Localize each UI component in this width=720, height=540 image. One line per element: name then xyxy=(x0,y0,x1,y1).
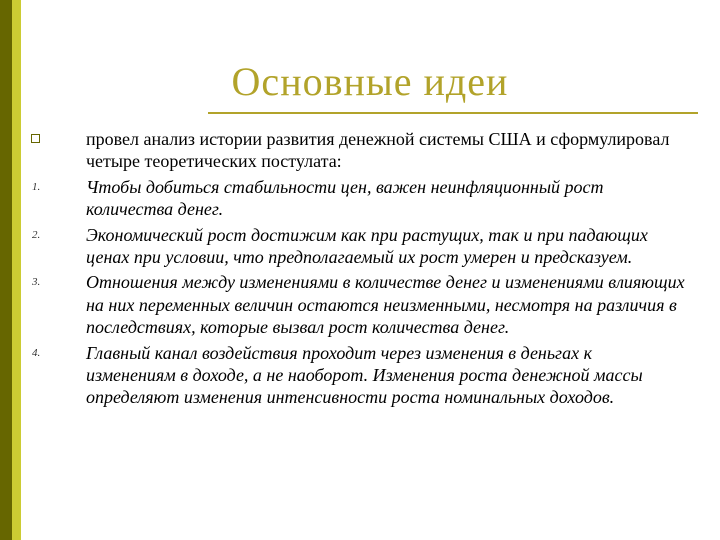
list-item xyxy=(32,224,686,269)
title-underline xyxy=(208,112,698,114)
item-number: 3. xyxy=(32,276,41,289)
item-text: Главный канал воздействия проходит через изменения в деньгах к изменениям в доходе, а не наоборот. Изменения роста денежной массы определяют изменения интенсивности роста номинальных доходов. xyxy=(86,342,643,408)
item-number: 1. xyxy=(32,180,41,193)
item-number: 4. xyxy=(32,346,41,359)
slide-title: Основные идеи xyxy=(231,59,509,104)
side-bar-dark xyxy=(0,0,12,540)
item-number: 2. xyxy=(32,228,41,241)
item-text: Отношения между изменениями в количестве денег и изменениями влияющих на них переменных величин остаются неизменными, несмотря на различия в последствиях, которые вызвал рост количества денег. xyxy=(86,272,685,338)
side-bar-light xyxy=(12,0,21,540)
item-text: Чтобы добиться стабильности цен, важен неинфляционный рост количества денег. xyxy=(86,176,604,220)
list-item xyxy=(32,271,686,338)
list-item xyxy=(32,176,686,221)
list-item xyxy=(32,342,686,409)
intro-text: провел анализ истории развития денежной системы США и сформулировал четыре теоретических постулата: xyxy=(86,129,670,172)
square-bullet-icon xyxy=(31,134,40,143)
intro-item xyxy=(86,128,686,173)
slide-content xyxy=(32,128,686,412)
item-text: Экономический рост достижим как при растущих, так и при падающих ценах при условии, что предполагаемый их рост умерен и предсказуем. xyxy=(86,224,648,268)
